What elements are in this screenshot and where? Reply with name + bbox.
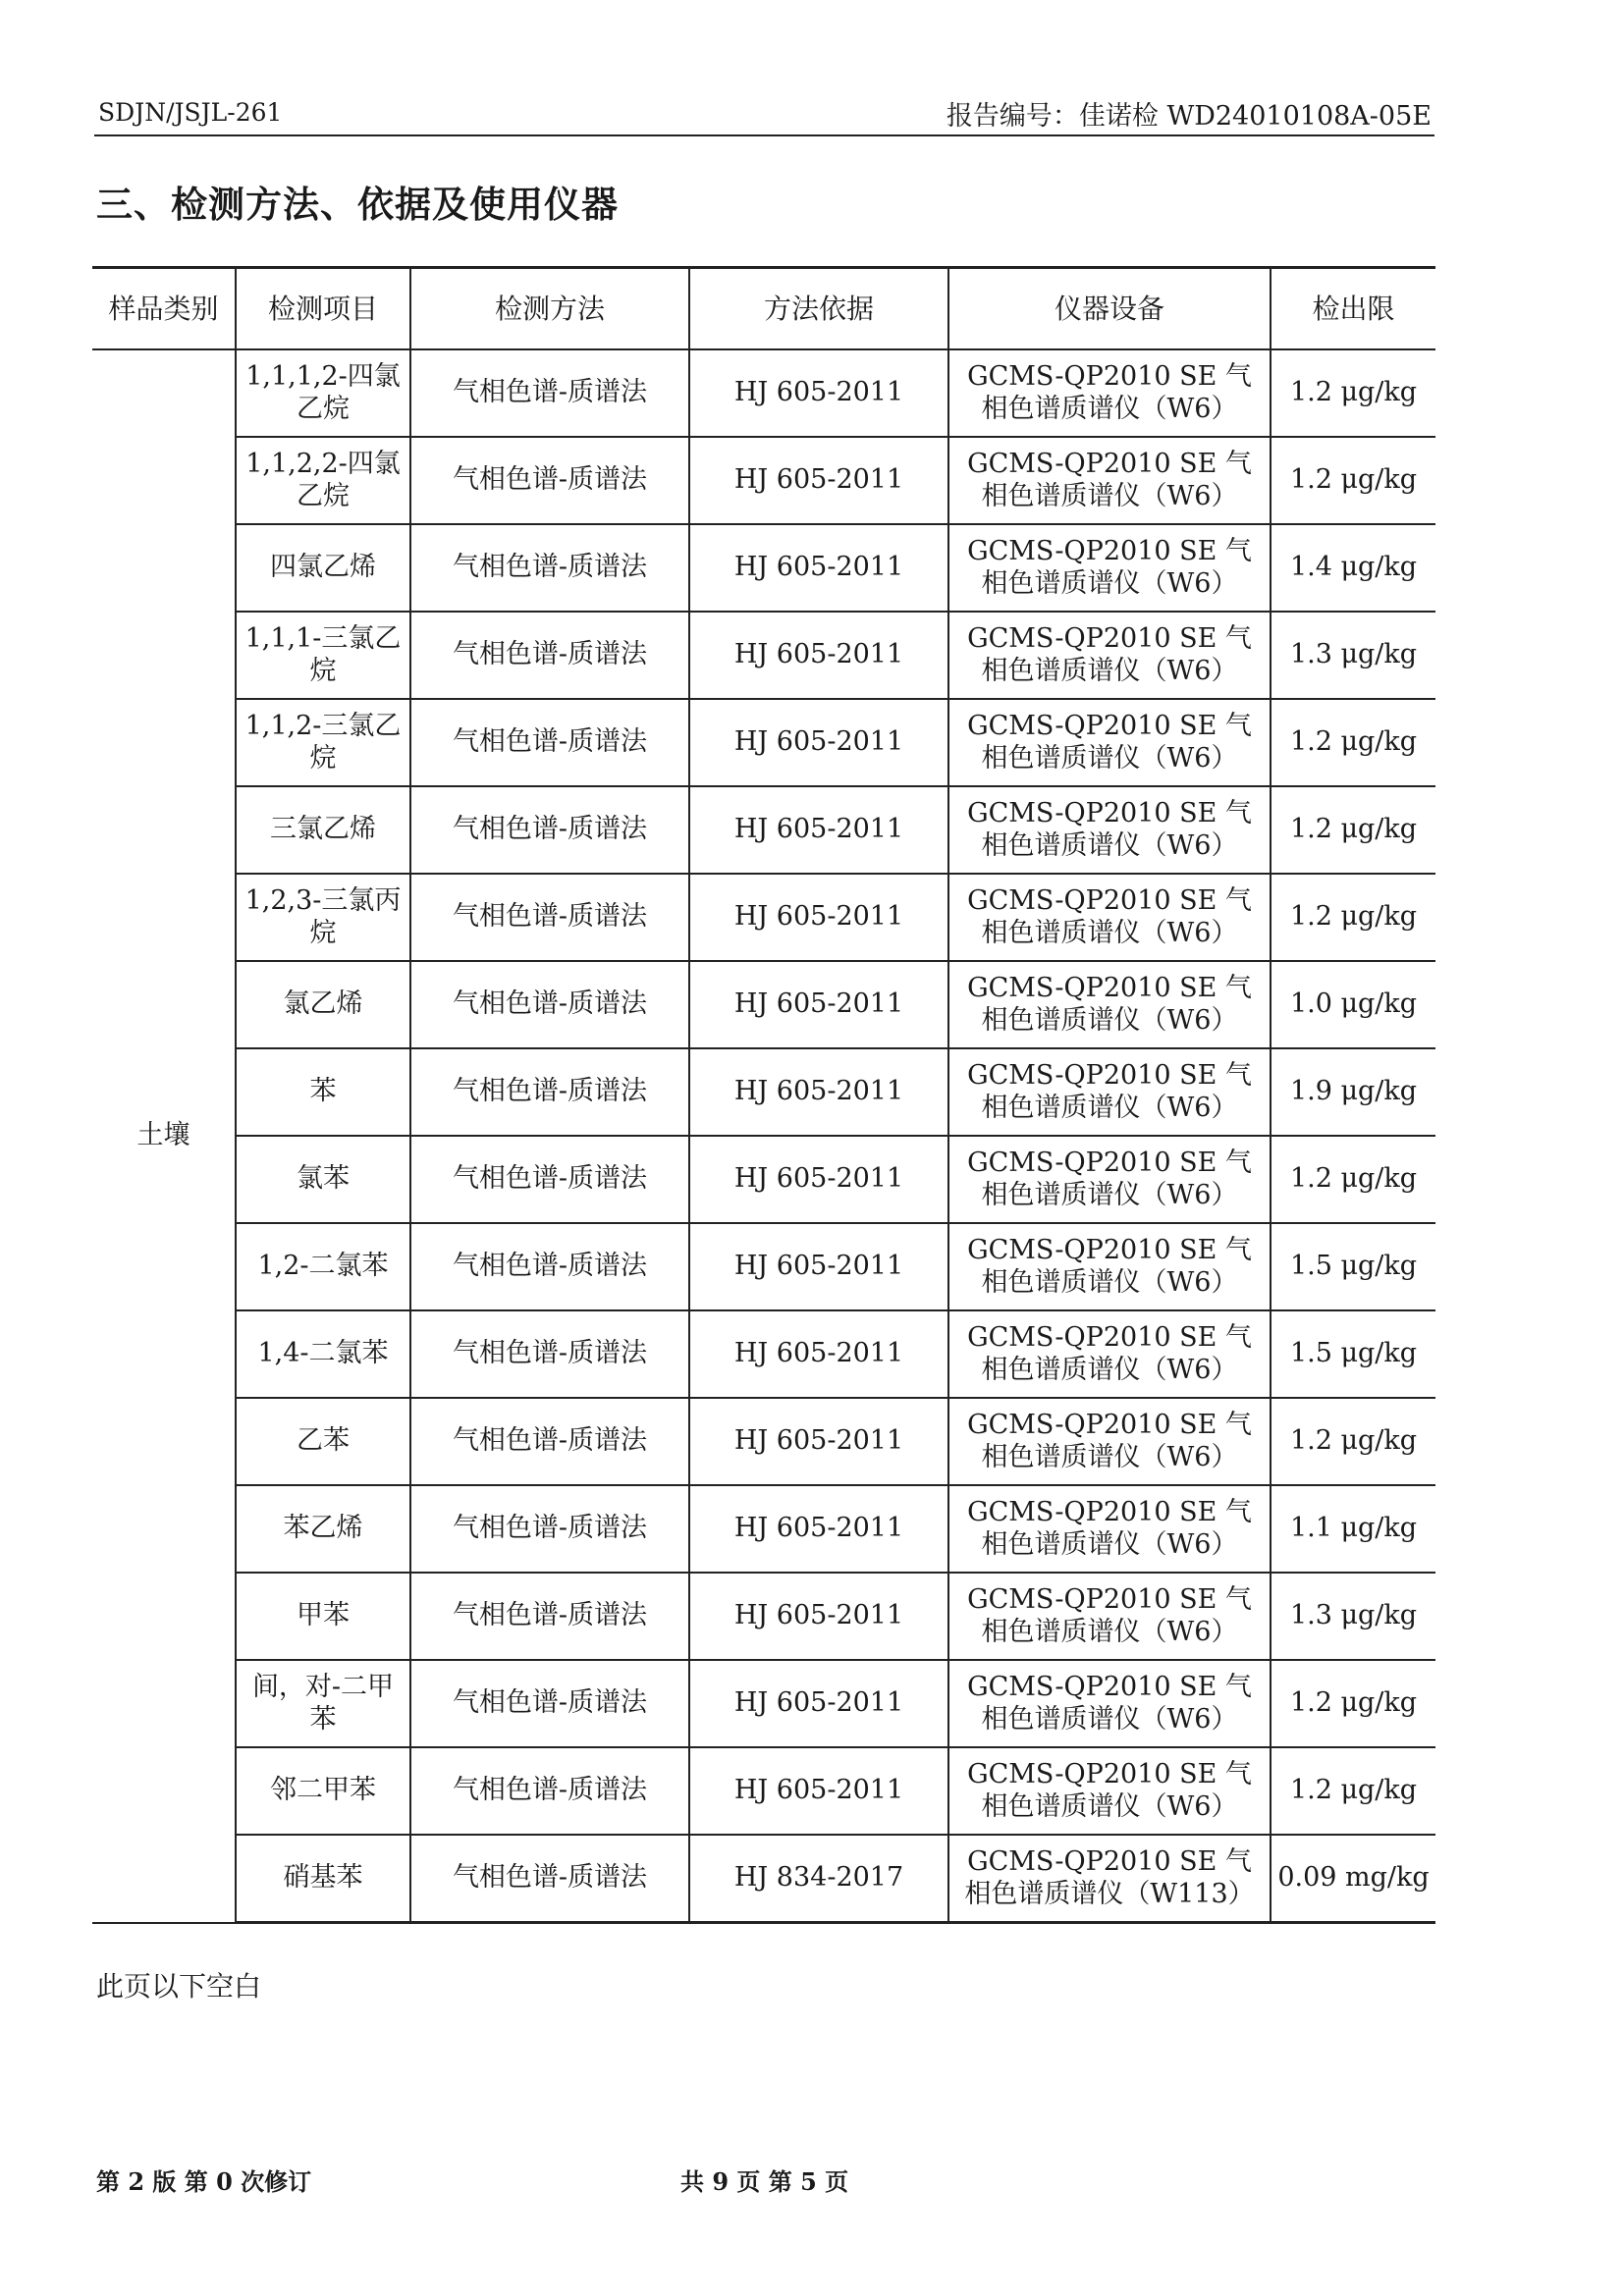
instrument-cell: GCMS-QP2010 SE 气相色谱质谱仪（W113） xyxy=(948,1835,1271,1923)
instrument-cell: GCMS-QP2010 SE 气相色谱质谱仪（W6） xyxy=(948,1136,1271,1223)
basis-cell: HJ 605-2011 xyxy=(689,1485,948,1573)
item-cell: 乙苯 xyxy=(236,1398,410,1485)
page-number: 共 9 页 第 5 页 xyxy=(680,2167,849,2196)
basis-cell: HJ 605-2011 xyxy=(689,1136,948,1223)
item-cell: 1,1,1-三氯乙烷 xyxy=(236,612,410,699)
item-cell: 苯 xyxy=(236,1048,410,1136)
detection-limit-cell: 1.2 μg/kg xyxy=(1271,699,1435,786)
basis-cell: HJ 605-2011 xyxy=(689,1747,948,1835)
table-row xyxy=(92,874,1435,961)
basis-cell: HJ 605-2011 xyxy=(689,524,948,612)
item-cell: 三氯乙烯 xyxy=(236,786,410,874)
detection-limit-cell: 1.1 μg/kg xyxy=(1271,1485,1435,1573)
table-row xyxy=(92,437,1435,524)
table-row xyxy=(92,349,1435,437)
method-cell: 气相色谱-质谱法 xyxy=(410,1048,689,1136)
method-cell: 气相色谱-质谱法 xyxy=(410,612,689,699)
instrument-cell: GCMS-QP2010 SE 气相色谱质谱仪（W6） xyxy=(948,437,1271,524)
table-row xyxy=(92,1048,1435,1136)
detection-limit-cell: 1.2 μg/kg xyxy=(1271,1398,1435,1485)
column-header: 检测方法 xyxy=(410,268,689,350)
item-cell: 氯乙烯 xyxy=(236,961,410,1048)
method-table xyxy=(92,266,1435,1924)
basis-cell: HJ 605-2011 xyxy=(689,961,948,1048)
instrument-cell: GCMS-QP2010 SE 气相色谱质谱仪（W6） xyxy=(948,1573,1271,1660)
basis-cell: HJ 605-2011 xyxy=(689,699,948,786)
basis-cell: HJ 605-2011 xyxy=(689,1398,948,1485)
table-row xyxy=(92,524,1435,612)
detection-limit-cell: 0.09 mg/kg xyxy=(1271,1835,1435,1923)
instrument-cell: GCMS-QP2010 SE 气相色谱质谱仪（W6） xyxy=(948,349,1271,437)
detection-limit-cell: 1.2 μg/kg xyxy=(1271,437,1435,524)
item-cell: 1,4-二氯苯 xyxy=(236,1310,410,1398)
basis-cell: HJ 605-2011 xyxy=(689,786,948,874)
table-row xyxy=(92,699,1435,786)
basis-cell: HJ 605-2011 xyxy=(689,349,948,437)
report-number: 报告编号：佳诺检 WD24010108A-05E xyxy=(946,101,1432,132)
table-row xyxy=(92,1398,1435,1485)
method-cell: 气相色谱-质谱法 xyxy=(410,1310,689,1398)
basis-cell: HJ 605-2011 xyxy=(689,612,948,699)
method-cell: 气相色谱-质谱法 xyxy=(410,437,689,524)
detection-limit-cell: 1.4 μg/kg xyxy=(1271,524,1435,612)
table-row xyxy=(92,786,1435,874)
item-cell: 1,2-二氯苯 xyxy=(236,1223,410,1310)
instrument-cell: GCMS-QP2010 SE 气相色谱质谱仪（W6） xyxy=(948,1485,1271,1573)
table-row xyxy=(92,612,1435,699)
column-header: 检测项目 xyxy=(236,268,410,350)
basis-cell: HJ 605-2011 xyxy=(689,1660,948,1747)
method-cell: 气相色谱-质谱法 xyxy=(410,524,689,612)
detection-limit-cell: 1.2 μg/kg xyxy=(1271,1747,1435,1835)
method-cell: 气相色谱-质谱法 xyxy=(410,1136,689,1223)
item-cell: 甲苯 xyxy=(236,1573,410,1660)
basis-cell: HJ 605-2011 xyxy=(689,1223,948,1310)
column-header: 样品类别 xyxy=(92,268,236,350)
item-cell: 氯苯 xyxy=(236,1136,410,1223)
instrument-cell: GCMS-QP2010 SE 气相色谱质谱仪（W6） xyxy=(948,961,1271,1048)
detection-limit-cell: 1.2 μg/kg xyxy=(1271,786,1435,874)
document-code: SDJN/JSJL-261 xyxy=(98,98,283,127)
table-row xyxy=(92,1660,1435,1747)
version-info: 第 2 版 第 0 次修订 xyxy=(96,2167,312,2196)
method-cell: 气相色谱-质谱法 xyxy=(410,1660,689,1747)
detection-limit-cell: 1.3 μg/kg xyxy=(1271,612,1435,699)
basis-cell: HJ 834-2017 xyxy=(689,1835,948,1923)
detection-limit-cell: 1.0 μg/kg xyxy=(1271,961,1435,1048)
detection-limit-cell: 1.2 μg/kg xyxy=(1271,874,1435,961)
detection-limit-cell: 1.3 μg/kg xyxy=(1271,1573,1435,1660)
item-cell: 间，对-二甲苯 xyxy=(236,1660,410,1747)
column-header: 仪器设备 xyxy=(948,268,1271,350)
instrument-cell: GCMS-QP2010 SE 气相色谱质谱仪（W6） xyxy=(948,524,1271,612)
instrument-cell: GCMS-QP2010 SE 气相色谱质谱仪（W6） xyxy=(948,1747,1271,1835)
instrument-cell: GCMS-QP2010 SE 气相色谱质谱仪（W6） xyxy=(948,1223,1271,1310)
basis-cell: HJ 605-2011 xyxy=(689,874,948,961)
header-divider xyxy=(94,134,1434,136)
detection-limit-cell: 1.5 μg/kg xyxy=(1271,1310,1435,1398)
item-cell: 硝基苯 xyxy=(236,1835,410,1923)
instrument-cell: GCMS-QP2010 SE 气相色谱质谱仪（W6） xyxy=(948,612,1271,699)
instrument-cell: GCMS-QP2010 SE 气相色谱质谱仪（W6） xyxy=(948,699,1271,786)
item-cell: 四氯乙烯 xyxy=(236,524,410,612)
instrument-cell: GCMS-QP2010 SE 气相色谱质谱仪（W6） xyxy=(948,1048,1271,1136)
item-cell: 1,2,3-三氯丙烷 xyxy=(236,874,410,961)
method-cell: 气相色谱-质谱法 xyxy=(410,786,689,874)
instrument-cell: GCMS-QP2010 SE 气相色谱质谱仪（W6） xyxy=(948,1398,1271,1485)
instrument-cell: GCMS-QP2010 SE 气相色谱质谱仪（W6） xyxy=(948,874,1271,961)
method-cell: 气相色谱-质谱法 xyxy=(410,874,689,961)
item-cell: 1,1,1,2-四氯乙烷 xyxy=(236,349,410,437)
item-cell: 邻二甲苯 xyxy=(236,1747,410,1835)
table-row xyxy=(92,1747,1435,1835)
basis-cell: HJ 605-2011 xyxy=(689,1048,948,1136)
detection-limit-cell: 1.2 μg/kg xyxy=(1271,1660,1435,1747)
method-cell: 气相色谱-质谱法 xyxy=(410,961,689,1048)
detection-limit-cell: 1.5 μg/kg xyxy=(1271,1223,1435,1310)
basis-cell: HJ 605-2011 xyxy=(689,1310,948,1398)
column-header: 方法依据 xyxy=(689,268,948,350)
table-row xyxy=(92,1223,1435,1310)
method-cell: 气相色谱-质谱法 xyxy=(410,1747,689,1835)
detection-limit-cell: 1.2 μg/kg xyxy=(1271,1136,1435,1223)
table-row xyxy=(92,961,1435,1048)
method-cell: 气相色谱-质谱法 xyxy=(410,1835,689,1923)
table-header-row xyxy=(92,268,1435,350)
item-cell: 苯乙烯 xyxy=(236,1485,410,1573)
method-cell: 气相色谱-质谱法 xyxy=(410,349,689,437)
item-cell: 1,1,2-三氯乙烷 xyxy=(236,699,410,786)
method-cell: 气相色谱-质谱法 xyxy=(410,699,689,786)
section-title: 三、检测方法、依据及使用仪器 xyxy=(96,184,619,226)
instrument-cell: GCMS-QP2010 SE 气相色谱质谱仪（W6） xyxy=(948,1660,1271,1747)
table-row xyxy=(92,1573,1435,1660)
detection-limit-cell: 1.9 μg/kg xyxy=(1271,1048,1435,1136)
sample-category-cell: 土壤 xyxy=(92,349,236,1923)
method-cell: 气相色谱-质谱法 xyxy=(410,1573,689,1660)
basis-cell: HJ 605-2011 xyxy=(689,437,948,524)
item-cell: 1,1,2,2-四氯乙烷 xyxy=(236,437,410,524)
method-cell: 气相色谱-质谱法 xyxy=(410,1485,689,1573)
instrument-cell: GCMS-QP2010 SE 气相色谱质谱仪（W6） xyxy=(948,1310,1271,1398)
table-row xyxy=(92,1310,1435,1398)
instrument-cell: GCMS-QP2010 SE 气相色谱质谱仪（W6） xyxy=(948,786,1271,874)
blank-note: 此页以下空白 xyxy=(96,1970,262,2002)
detection-limit-cell: 1.2 μg/kg xyxy=(1271,349,1435,437)
basis-cell: HJ 605-2011 xyxy=(689,1573,948,1660)
method-cell: 气相色谱-质谱法 xyxy=(410,1398,689,1485)
column-header: 检出限 xyxy=(1271,268,1435,350)
table-row xyxy=(92,1485,1435,1573)
table-row xyxy=(92,1136,1435,1223)
table-row xyxy=(92,1835,1435,1923)
method-cell: 气相色谱-质谱法 xyxy=(410,1223,689,1310)
